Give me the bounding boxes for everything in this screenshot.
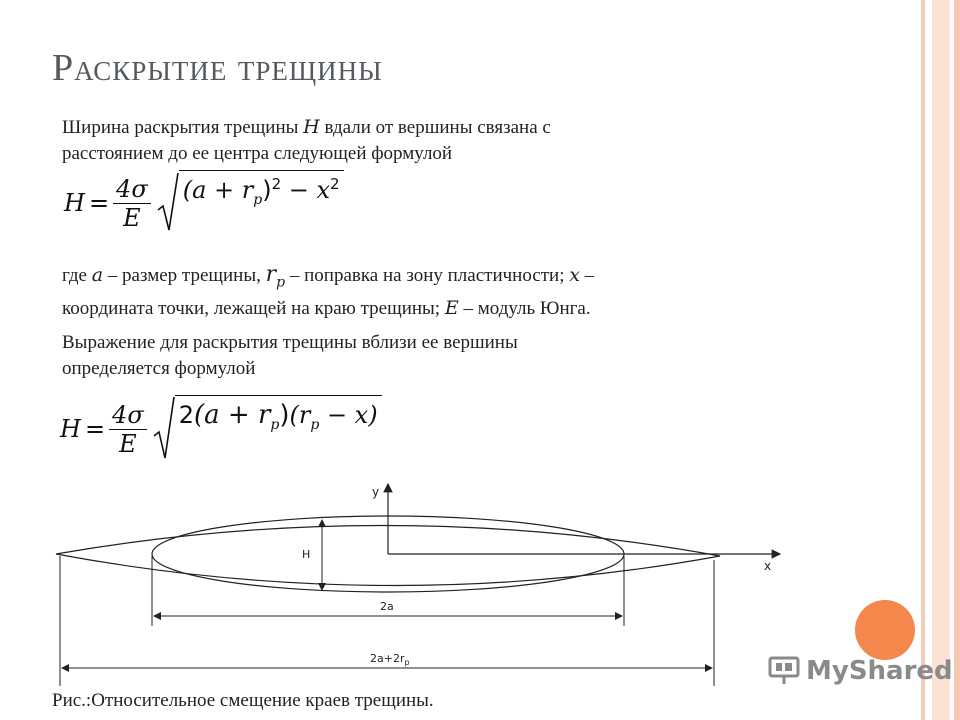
axis-y-label: y — [372, 485, 380, 499]
text-fragment: где — [62, 265, 92, 286]
formula-2-denominator: E — [119, 429, 137, 458]
formula-2-eq: = — [84, 415, 106, 443]
rp-main: r — [265, 262, 277, 287]
paragraph-3-line-1: Выражение для раскрытия трещины вблизи ее вершины — [62, 332, 518, 353]
formula-1-radicand — [179, 170, 344, 208]
radicand-part: (a + r — [193, 400, 271, 431]
radicand-sub: p — [253, 191, 263, 208]
text-fragment: координата точки, лежащей на краю трещины; — [62, 298, 445, 320]
paragraph-1-line-2: расстоянием до ее центра следующей формулой — [62, 143, 453, 164]
radical-sign-2 — [153, 396, 175, 462]
formula-2 — [60, 396, 382, 462]
myshared-logo — [768, 656, 953, 686]
rp-sub: p — [276, 274, 286, 291]
numerator-text: 4σ — [116, 174, 148, 203]
var-h: H — [303, 116, 320, 138]
radicand-part: − x — [281, 176, 331, 205]
radical-sign-1 — [157, 172, 179, 234]
crack-diagram — [0, 476, 800, 690]
text-fragment: – размер трещины, — [103, 265, 266, 286]
radicand-sub: p — [310, 416, 320, 433]
formula-2-lhs: H — [60, 415, 81, 443]
presentation-icon — [768, 656, 800, 686]
text-fragment: – поправка на зону пластичности; — [285, 265, 570, 286]
var-x: x — [569, 264, 580, 286]
formula-2-radicand — [175, 395, 382, 433]
formula-1-eq: = — [88, 189, 110, 217]
var-e: E — [444, 297, 459, 320]
radicand-exp: 2 — [330, 175, 340, 194]
stripe-thin — [921, 0, 925, 720]
paragraph-1 — [62, 114, 551, 167]
text-fragment: – модуль Юнга. — [458, 298, 591, 320]
radicand-sub: p — [270, 416, 280, 433]
formula-1-numerator — [113, 175, 151, 204]
paragraph-2 — [62, 262, 594, 322]
paragraph-3 — [62, 330, 518, 382]
stripe-wide — [932, 0, 950, 720]
logo-circle — [855, 600, 915, 660]
h-label: H — [302, 548, 311, 561]
figure-caption: Рис.:Относительное смещение краев трещины. — [52, 690, 434, 711]
text-fragment: вдали от вершины связана с — [319, 117, 551, 138]
formula-2-numerator — [109, 401, 147, 430]
formula-1 — [64, 172, 344, 234]
stripe-edge — [954, 0, 960, 720]
text-fragment: – — [579, 265, 595, 286]
radicand-exp: 2 — [271, 175, 282, 194]
label-2a-2rp — [370, 652, 410, 667]
logo-text: MyShared — [806, 656, 953, 686]
radicand-part: ) — [279, 400, 290, 431]
var-a: a — [91, 264, 104, 286]
formula-1-lhs: H — [64, 189, 85, 217]
formula-2-sqrt — [153, 396, 382, 462]
radicand-part: (a + r — [182, 176, 254, 205]
paragraph-2-line-1 — [62, 262, 594, 295]
formula-1-fraction — [113, 175, 151, 232]
axis-x-label: x — [764, 559, 772, 573]
label-2a-2rp-sub: p — [404, 658, 410, 667]
radicand-part: − x) — [319, 401, 378, 430]
label-2a-2rp-main: 2a+2r — [370, 652, 405, 665]
paragraph-3-line-2: определяется формулой — [62, 358, 256, 379]
label-2a: 2a — [380, 600, 394, 613]
var-rp — [265, 262, 286, 291]
radicand-part: (r — [289, 401, 311, 430]
radicand-part: 2 — [178, 401, 194, 430]
text-fragment: Ширина раскрытия трещины — [62, 117, 304, 138]
paragraph-1-line-1 — [62, 114, 551, 141]
paragraph-2-line-2 — [62, 295, 594, 322]
formula-1-sqrt — [157, 172, 344, 234]
formula-1-denominator: E — [123, 203, 141, 232]
numerator-text: 4σ — [112, 400, 144, 429]
slide-title: Раскрытие трещины — [52, 47, 383, 89]
formula-2-fraction — [109, 401, 147, 458]
radicand-part: ) — [262, 176, 272, 205]
